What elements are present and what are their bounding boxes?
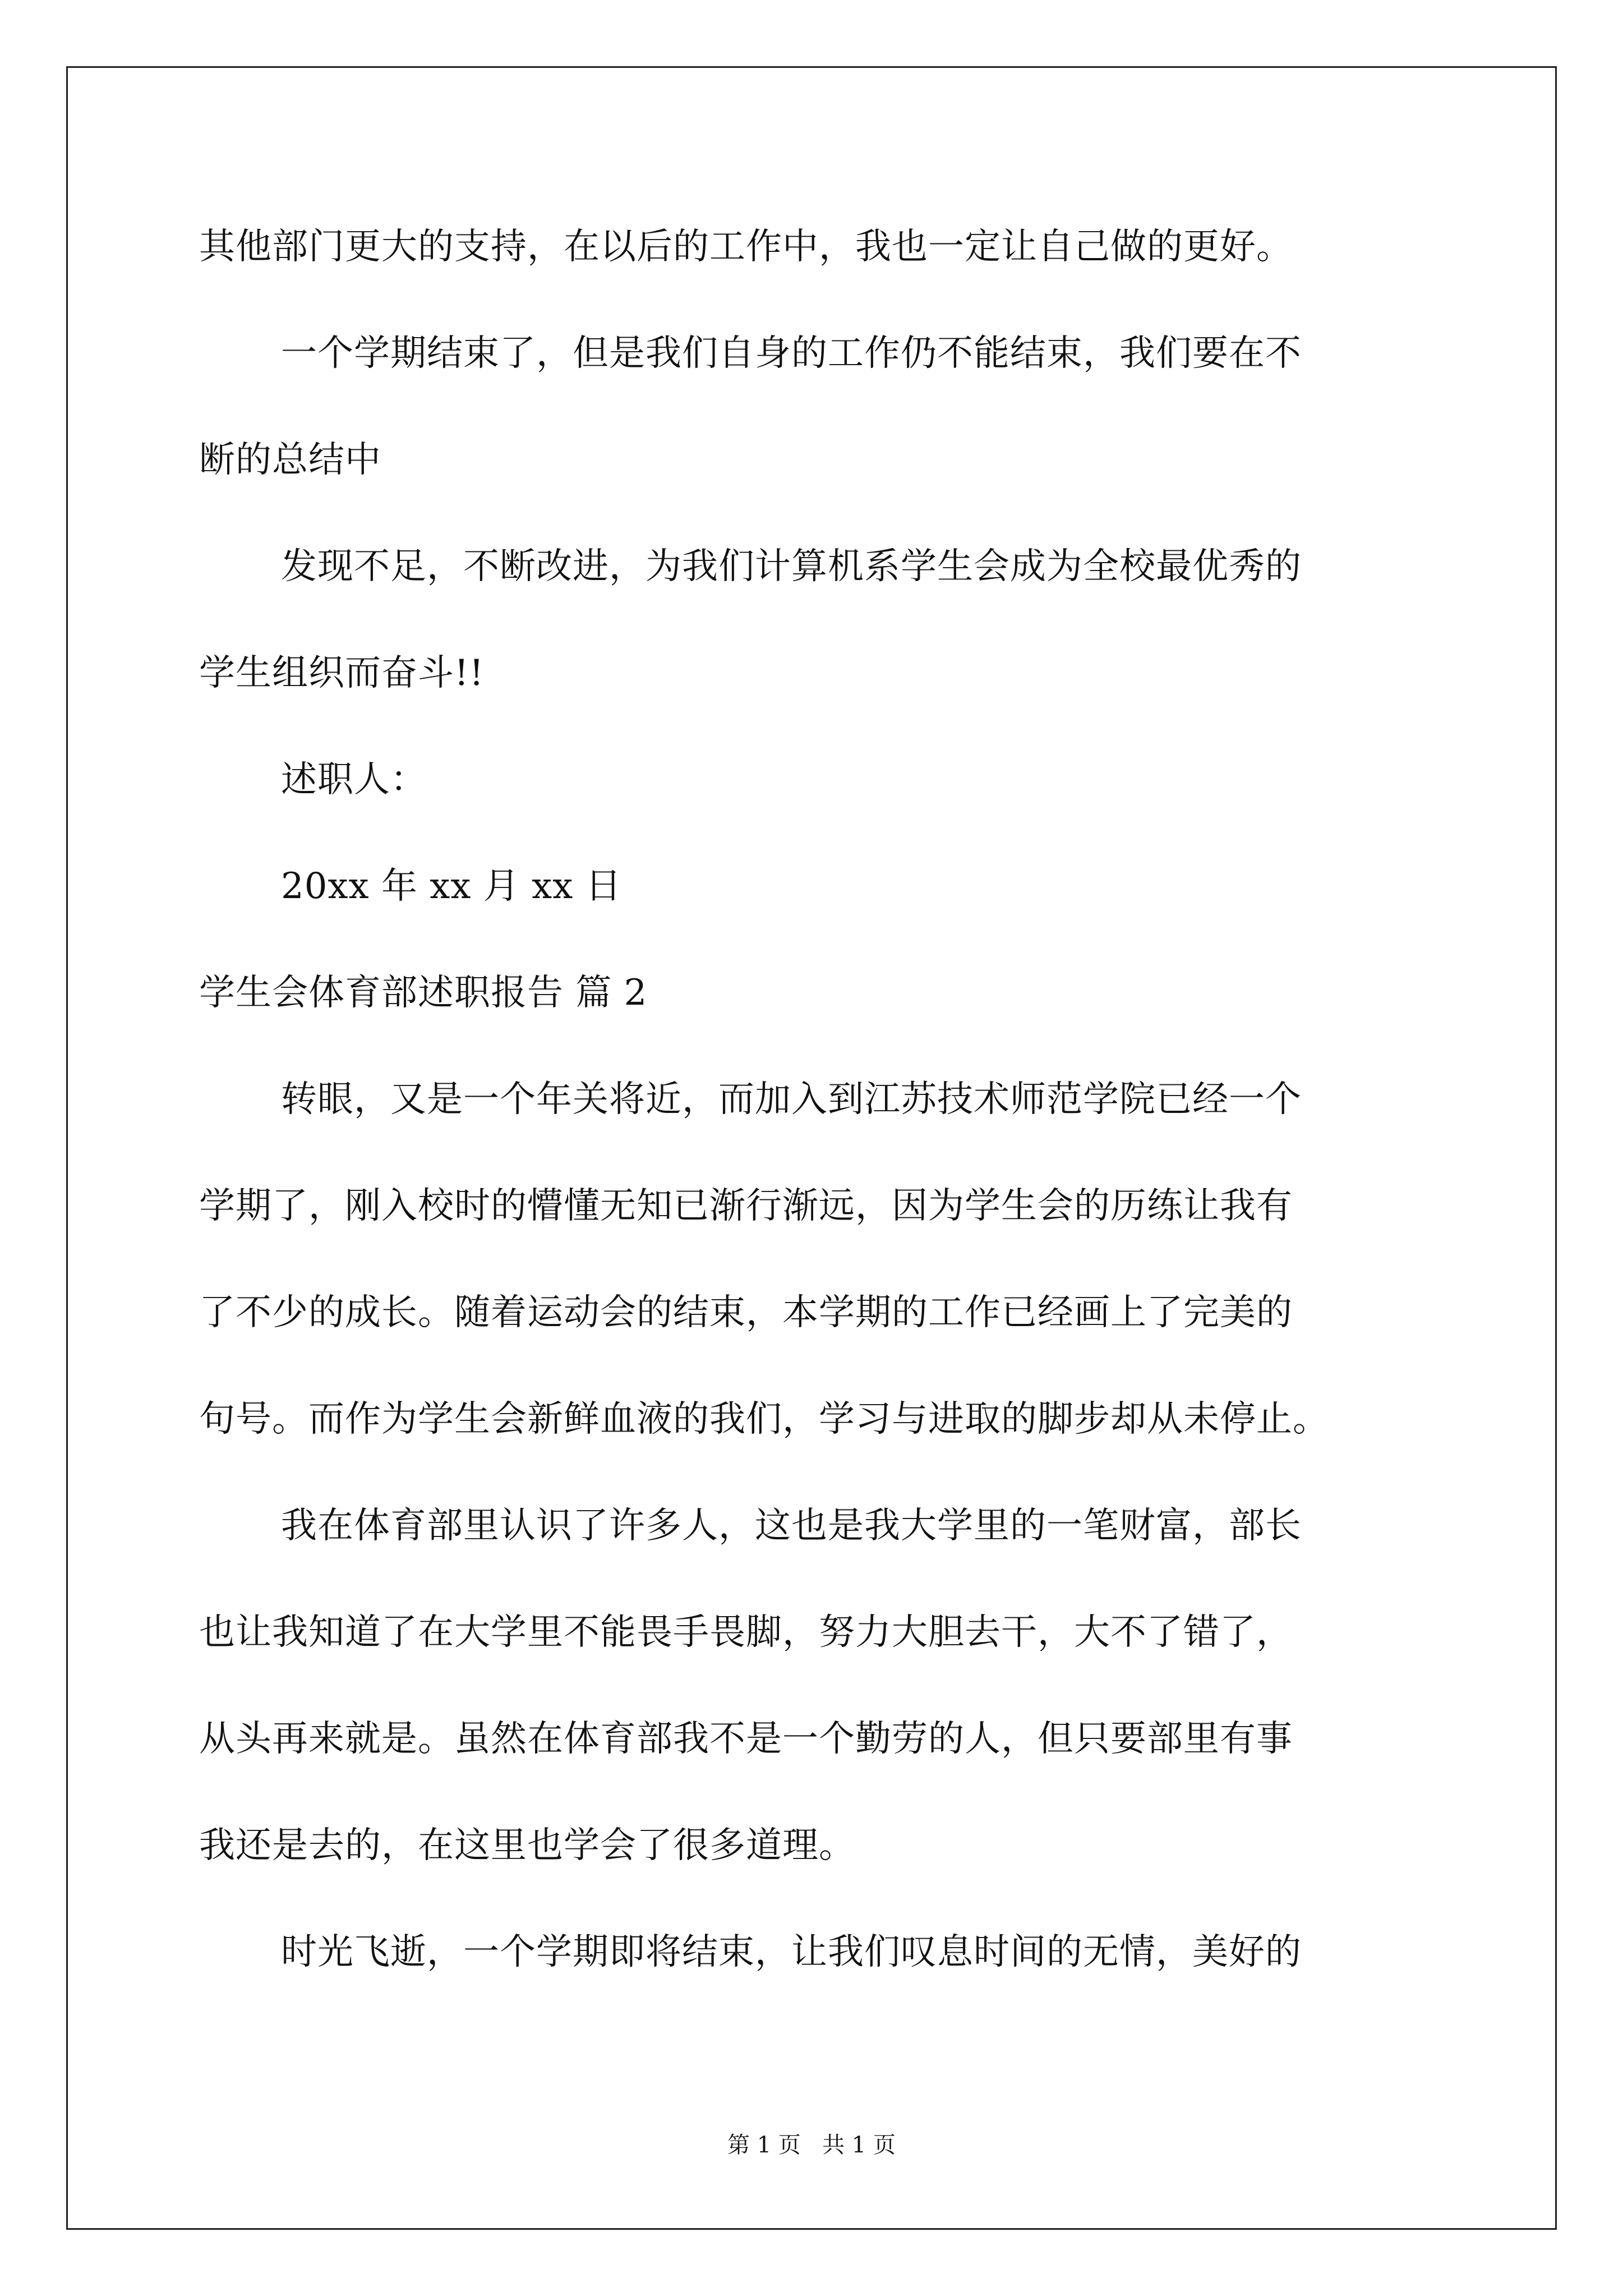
- text-line: 学期了，刚入校时的懵懂无知已渐行渐远，因为学生会的历练让我有: [199, 1185, 1293, 1227]
- paragraph-first-line: 我在体育部里认识了许多人，这也是我大学里的一笔财富，部长: [281, 1505, 1302, 1547]
- page-number-footer: 第 1 页 共 1 页: [727, 2132, 896, 2158]
- text-line: 我还是去的，在这里也学会了很多道理。: [199, 1825, 855, 1866]
- paragraph-first-line: 转眼，又是一个年关将近，而加入到江苏技术师范学院已经一个: [281, 1079, 1302, 1120]
- text-line: 其他部门更大的支持，在以后的工作中，我也一定让自己做的更好。: [199, 226, 1293, 268]
- paragraph-first-line: 时光飞逝，一个学期即将结束，让我们叹息时间的无情，美好的: [281, 1931, 1302, 1973]
- paragraph-first-line: 发现不足，不断改进，为我们计算机系学生会成为全校最优秀的: [281, 546, 1302, 587]
- signature-label: 述职人：: [281, 759, 427, 800]
- section-heading: 学生会体育部述职报告 篇 2: [199, 972, 648, 1014]
- text-line: 学生组织而奋斗!!: [199, 652, 485, 694]
- date-line: 20xx 年 xx 月 xx 日: [281, 866, 622, 907]
- text-line: 句号。而作为学生会新鲜血液的我们，学习与进取的脚步却从未停止。: [199, 1398, 1329, 1440]
- text-line: 了不少的成长。随着运动会的结束，本学期的工作已经画上了完美的: [199, 1292, 1293, 1333]
- paragraph-first-line: 一个学期结束了，但是我们自身的工作仍不能结束，我们要在不: [281, 333, 1302, 374]
- page-border: [66, 66, 1557, 2230]
- text-line: 也让我知道了在大学里不能畏手畏脚，努力大胆去干，大不了错了，: [199, 1612, 1293, 1653]
- text-line: 断的总结中: [199, 439, 381, 481]
- text-line: 从头再来就是。虽然在体育部我不是一个勤劳的人，但只要部里有事: [199, 1718, 1293, 1760]
